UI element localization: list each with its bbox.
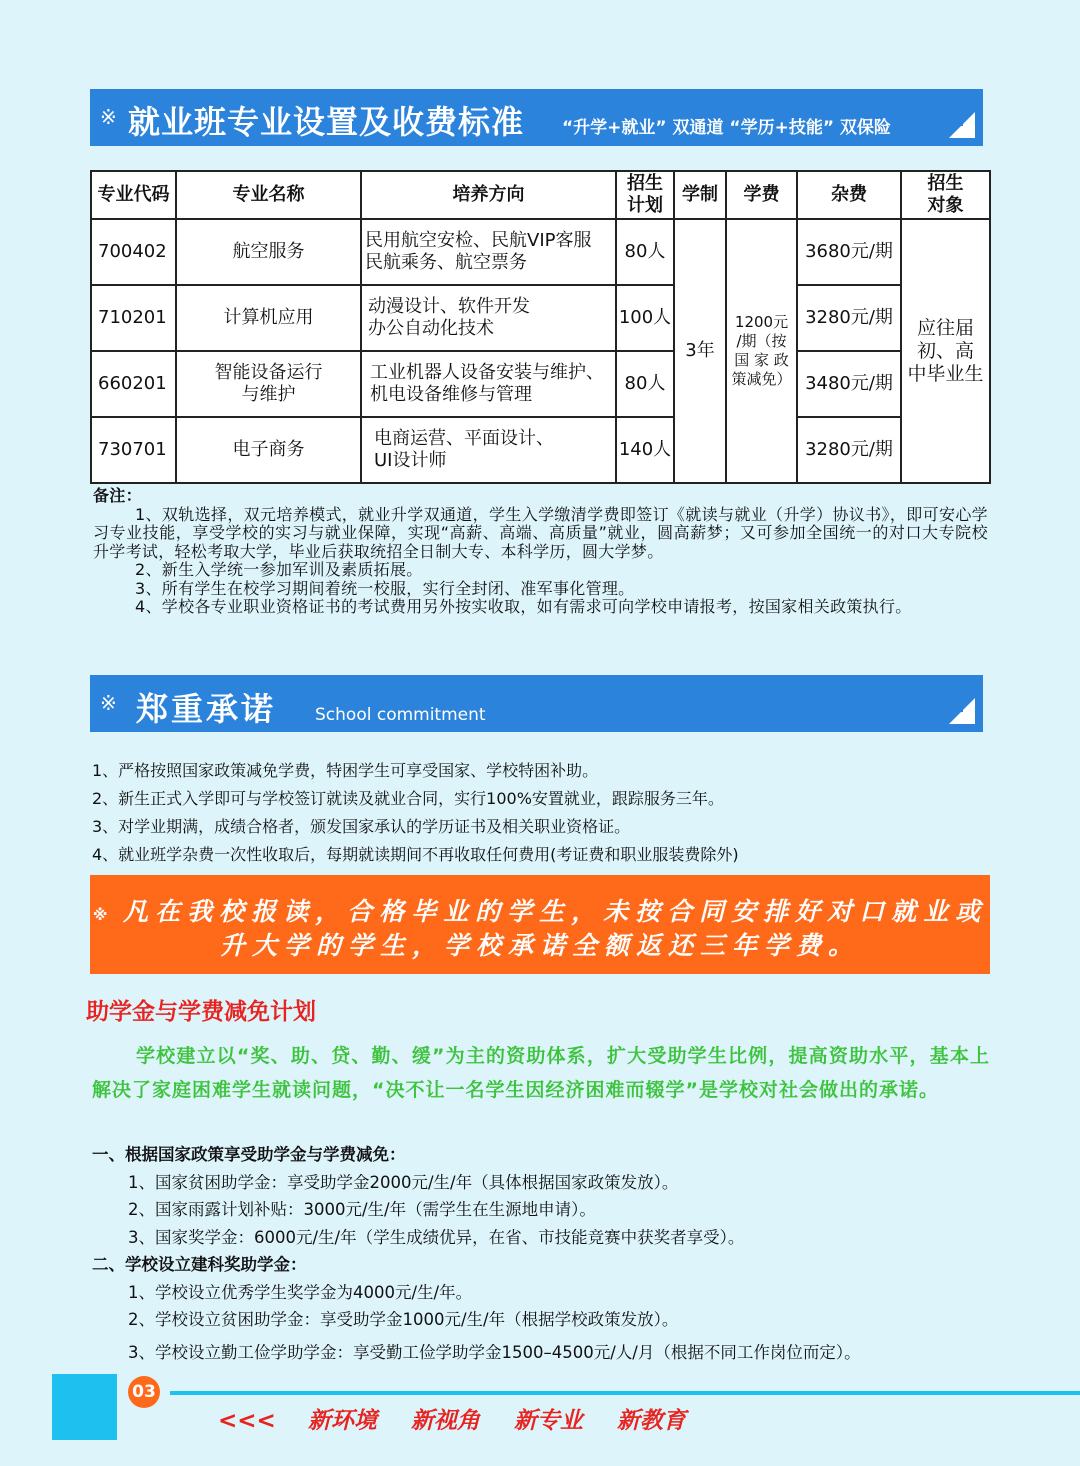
tuition-l2: /期（按 — [736, 332, 787, 350]
tuition-l1: 1200元 — [734, 313, 789, 331]
reference-mark-icon: ※ — [92, 906, 108, 924]
header-target-l2: 对象 — [927, 195, 964, 216]
cell-code: 700402 — [91, 219, 176, 285]
aid-section-1-title: 一、根据国家政策享受助学金与学费减免： — [92, 1145, 406, 1164]
cell-direction-l2: 民航乘务、航空票务 — [365, 252, 527, 273]
cell-name-l1: 智能设备运行 — [214, 362, 323, 383]
page-number-badge — [128, 1376, 160, 1408]
footer-cyan-block — [52, 1374, 117, 1440]
note-1: 1、双轨选择，双元培养模式，就业升学双通道，学生入学缴清学费即签订《就读与就业（升学）协议书》，即可安心学习专业技能，享受学校的实习与就业保障，实现“高薪、高端、高质量”就业，圆高薪梦；又可参加全国统一的对口大专院校升学考试，轻松考取大学，毕业后获取统招全日制大专、本科学历，圆大学梦。 — [93, 504, 988, 561]
promise-item: 4、就业班学杂费一次性收取后，每期就读期间不再收取任何费用(考证费和职业服装费除外) — [92, 845, 739, 864]
aid-intro: 学校建立以“奖、助、贷、勤、缓”为主的资助体系，扩大受助学生比例，提高资助水平，基本上解决了家庭困难学生就读问题，“决不让一名学生因经济困难而辍学”是学校对社会做出的承诺。 — [92, 1045, 990, 1101]
footer-slogan-3: 新专业 — [513, 1408, 583, 1434]
corner-triangle-inner — [951, 114, 963, 126]
guarantee-text-1: 凡在我校报读，合格毕业的学生，未按合同安排好对口就业或 — [123, 897, 988, 926]
cell-name-l1: 航空服务 — [232, 241, 305, 262]
header-name: 专业名称 — [176, 171, 361, 219]
promise-item: 2、新生正式入学即可与学校签订就读及就业合同，实行100%安置就业，跟踪服务三年。 — [92, 789, 724, 808]
footer-slogan-2: 新视角 — [410, 1408, 480, 1434]
aid-item: 2、国家雨露计划补贴：3000元/生/年（需学生在生源地申请）。 — [128, 1200, 596, 1219]
page-number: 03 — [132, 1382, 156, 1402]
cell-plan: 80人 — [616, 351, 674, 417]
tuition-l3: 国 家 政 — [734, 351, 789, 369]
note-3: 3、所有学生在校学习期间着统一校服，实行全封闭、准军事化管理。 — [135, 578, 635, 598]
aid-item: 1、学校设立优秀学生奖学金为4000元/生/年。 — [128, 1283, 473, 1302]
footer-slogan-1: 新环境 — [307, 1408, 377, 1434]
target-l1: 应往届 — [916, 316, 974, 339]
cell-misc: 3480元/期 — [797, 351, 901, 417]
cell-name-l1: 计算机应用 — [223, 307, 314, 328]
cell-name — [176, 219, 361, 285]
header-plan-l1: 招生 — [627, 173, 663, 194]
aid-item: 1、国家贫困助学金：享受助学金2000元/生/年（具体根据国家政策发放）。 — [128, 1173, 679, 1192]
tuition-l4: 策减免） — [731, 370, 792, 388]
cell-direction-l2: 机电设备维修与管理 — [370, 384, 532, 405]
refund-guarantee-box — [90, 875, 990, 974]
table-row — [91, 219, 990, 285]
notes-block — [93, 487, 988, 617]
note-2: 2、新生入学统一参加军训及素质拓展。 — [135, 560, 423, 579]
banner-title: 就业班专业设置及收费标准 — [128, 103, 525, 141]
aid-item: 2、学校设立贫困助学金：享受助学金1000元/生/年（根据学校政策发放）。 — [128, 1310, 679, 1329]
footer-line — [170, 1391, 1080, 1395]
footer-slogan — [218, 1402, 686, 1435]
target-l2: 初、高 — [916, 339, 974, 362]
cell-length: 3年 — [674, 219, 726, 483]
cell-name-l1: 电子商务 — [232, 439, 305, 460]
promise-item: 3、对学业期满，成绩合格者，颁发国家承认的学历证书及相关职业资格证。 — [92, 817, 631, 836]
cell-direction-l2: UI设计师 — [374, 450, 447, 471]
cell-name — [176, 417, 361, 483]
aid-title: 助学金与学费减免计划 — [86, 999, 316, 1025]
cell-direction-l1: 动漫设计、软件开发 — [368, 296, 530, 317]
target-l3: 中毕业生 — [907, 362, 984, 385]
table-row — [91, 351, 990, 417]
cell-direction-l1: 工业机器人设备安装与维护、 — [370, 362, 604, 383]
table-row — [91, 285, 990, 351]
fee-table — [90, 170, 991, 484]
note-4: 4、学校各专业职业资格证书的考试费用另外按实收取，如有需求可向学校申请报考，按国家相关政策执行。 — [135, 597, 912, 616]
header-plan-l2: 计划 — [627, 195, 663, 216]
aid-item: 3、国家奖学金：6000元/生/年（学生成绩优异，在省、市技能竞赛中获奖者享受）。 — [128, 1228, 745, 1247]
reference-mark-icon: ※ — [100, 691, 117, 715]
header-target-l1: 招生 — [927, 173, 964, 194]
promise-item: 1、严格按照国家政策减免学费，特困学生可享受国家、学校特困补助。 — [92, 761, 599, 780]
banner-subtitle: “升学+就业” 双通道 “学历+技能” 双保险 — [562, 118, 891, 138]
banner-subtitle: School commitment — [315, 705, 486, 725]
header-tuition: 学费 — [726, 171, 797, 219]
cell-misc: 3280元/期 — [797, 285, 901, 351]
cell-misc: 3680元/期 — [797, 219, 901, 285]
cell-name — [176, 351, 361, 417]
header-direction: 培养方向 — [361, 171, 616, 219]
cell-code: 660201 — [91, 351, 176, 417]
aid-item: 3、学校设立勤工俭学助学金：享受勤工俭学助学金1500–4500元/人/月（根据不同工作岗位而定）。 — [128, 1343, 861, 1362]
notes-title: 备注： — [93, 486, 142, 505]
footer-arrows: <<< — [218, 1408, 276, 1434]
header-misc: 杂费 — [797, 171, 901, 219]
cell-direction — [361, 417, 616, 483]
cell-direction — [361, 285, 616, 351]
cell-direction-l1: 民用航空安检、民航VIP客服 — [365, 230, 592, 251]
cell-direction-l2: 办公自动化技术 — [368, 318, 494, 339]
footer-slogan-4: 新教育 — [616, 1408, 686, 1434]
aid-section-2-title: 二、学校设立建科奖助学金： — [92, 1255, 307, 1274]
cell-target — [901, 219, 990, 483]
header-code: 专业代码 — [91, 171, 176, 219]
cell-direction-l1: 电商运营、平面设计、 — [374, 428, 554, 449]
cell-code: 730701 — [91, 417, 176, 483]
table-row — [91, 417, 990, 483]
guarantee-line-1 — [90, 892, 990, 928]
cell-direction — [361, 351, 616, 417]
section-banner-commitment — [90, 675, 983, 732]
header-plan — [616, 171, 674, 219]
banner-title: 郑重承诺 — [136, 690, 277, 728]
corner-triangle-inner — [951, 700, 963, 712]
cell-plan: 100人 — [616, 285, 674, 351]
cell-code: 710201 — [91, 285, 176, 351]
section-banner-employment — [90, 89, 983, 146]
cell-name-l2: 与维护 — [241, 384, 296, 405]
reference-mark-icon: ※ — [100, 105, 117, 129]
header-target — [901, 171, 990, 219]
guarantee-text-2: 升大学的学生，学校承诺全额返还三年学费。 — [219, 931, 860, 960]
cell-direction — [361, 219, 616, 285]
cell-misc: 3280元/期 — [797, 417, 901, 483]
cell-plan: 140人 — [616, 417, 674, 483]
cell-tuition — [726, 219, 797, 483]
header-length: 学制 — [674, 171, 726, 219]
cell-name — [176, 285, 361, 351]
cell-plan: 80人 — [616, 219, 674, 285]
